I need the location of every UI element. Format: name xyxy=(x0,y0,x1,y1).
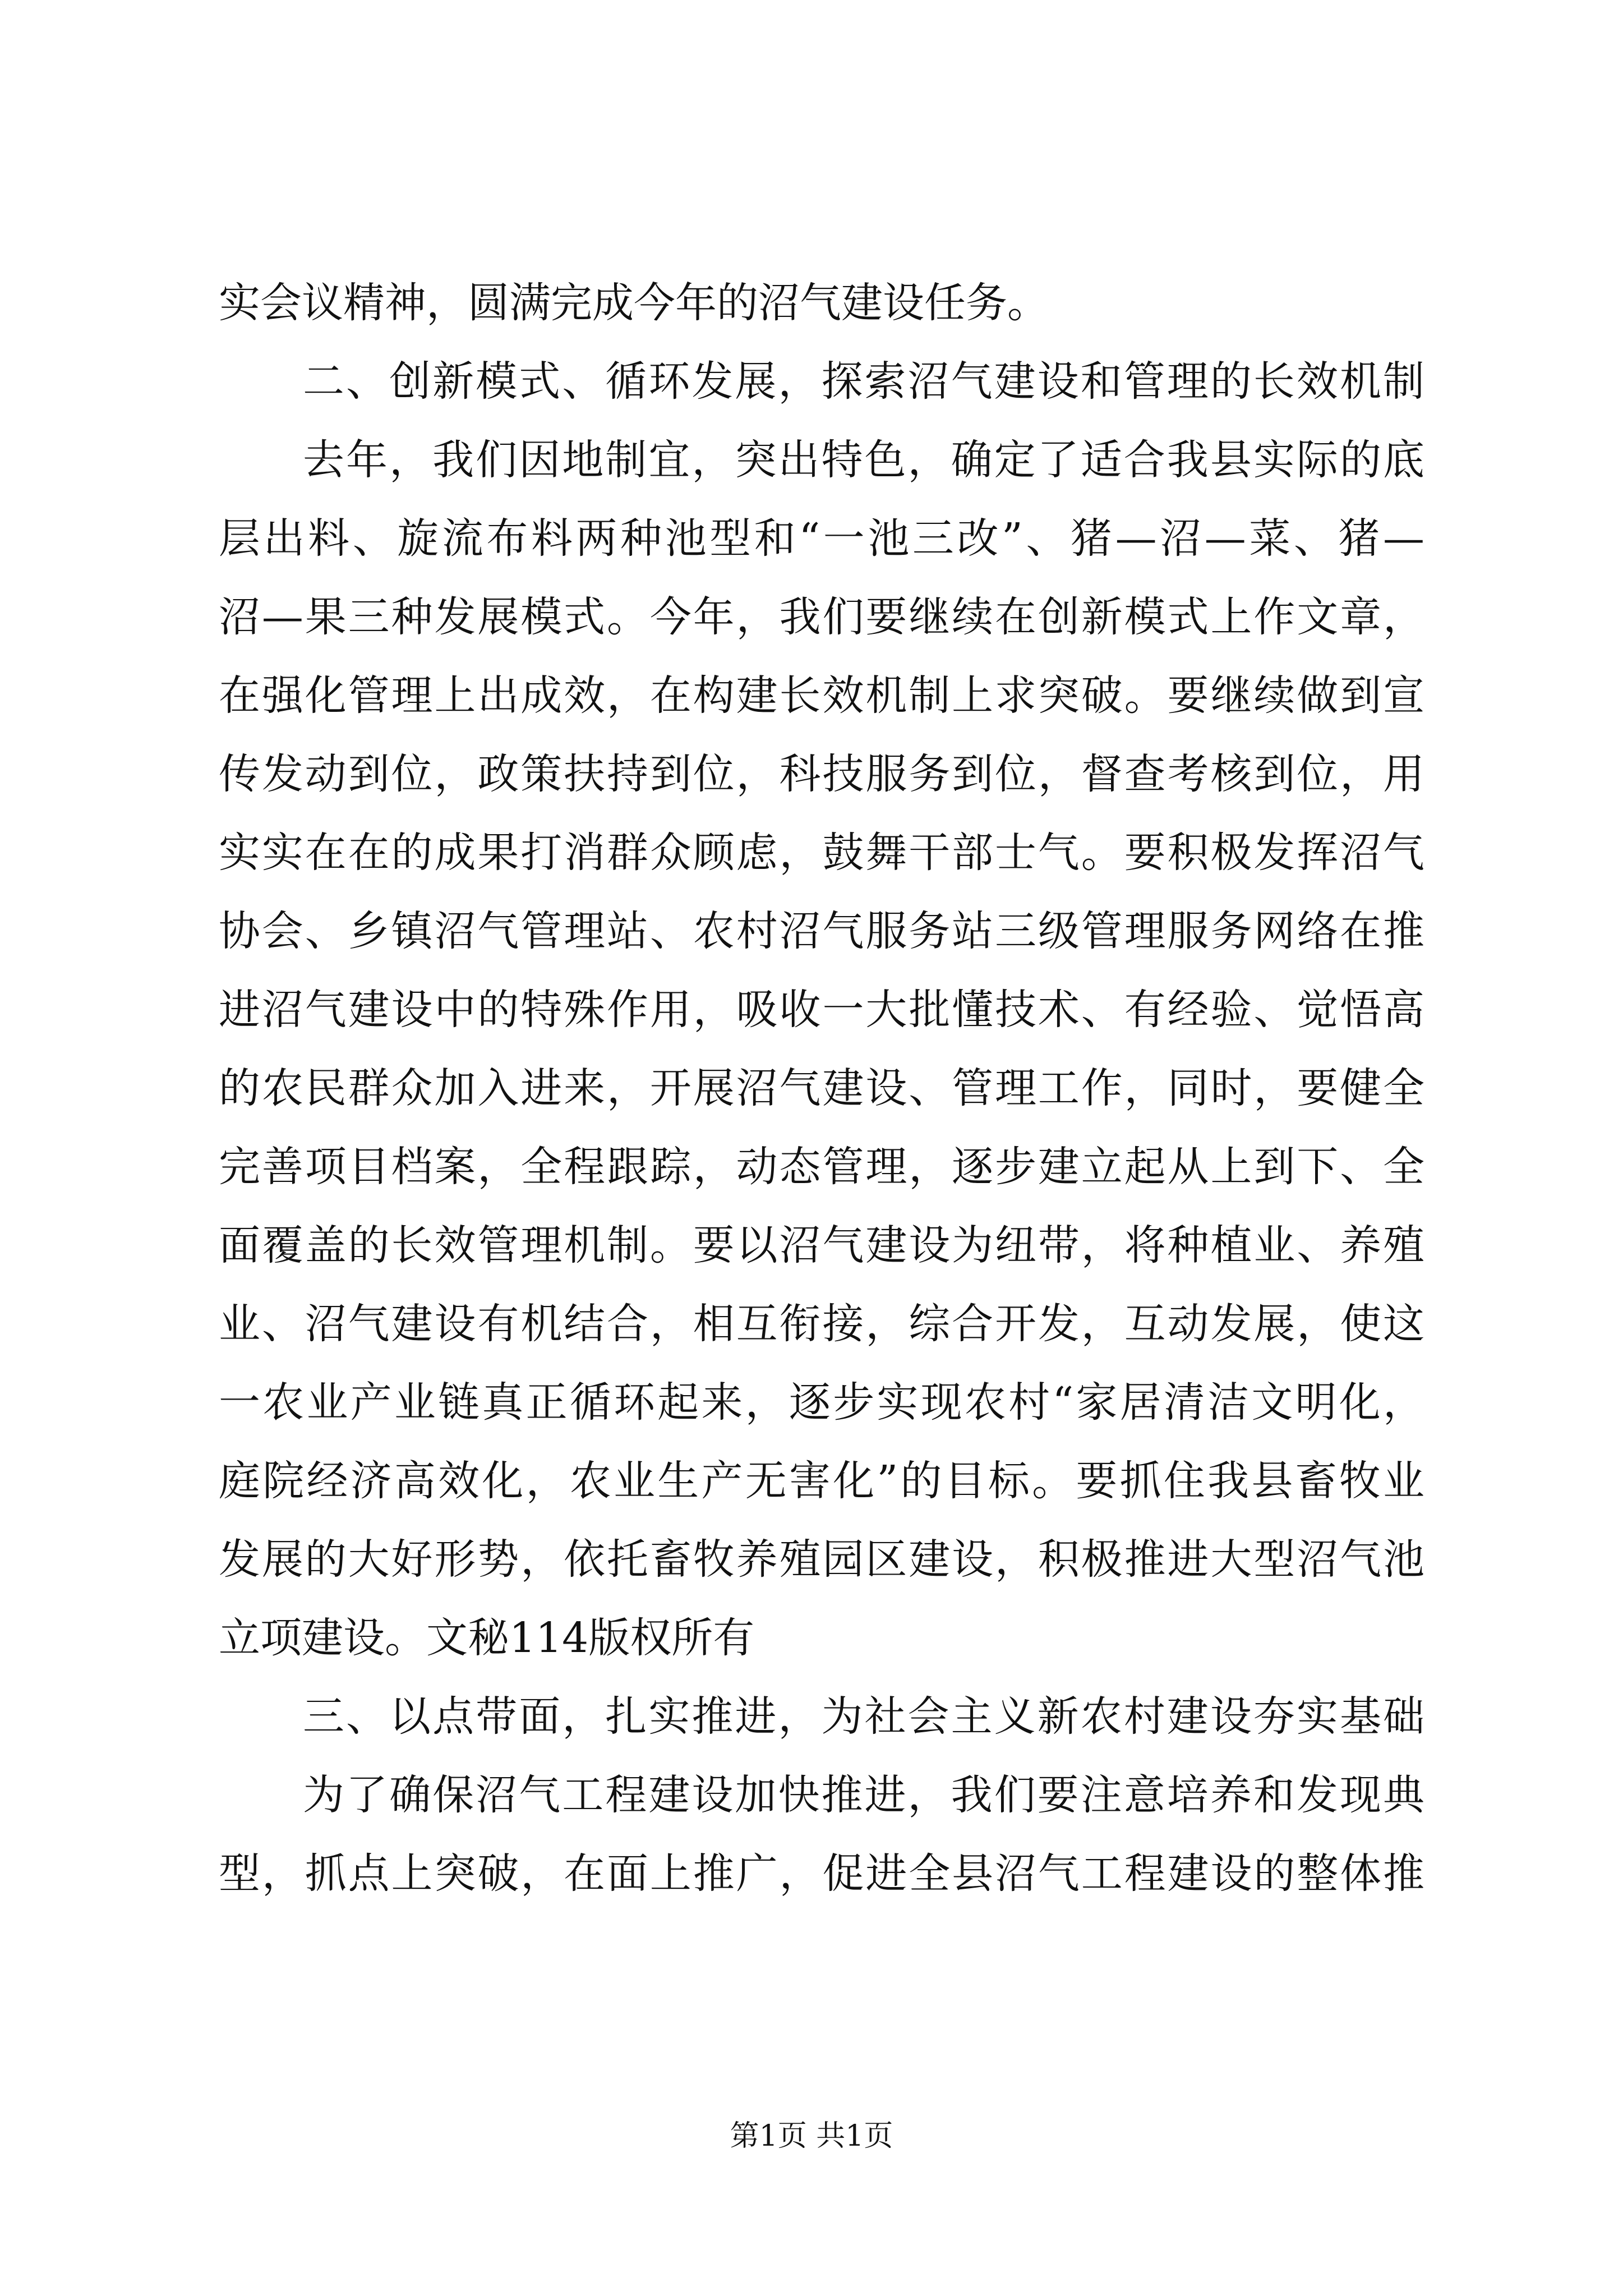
text-line-11: 的农民群众加入进来，开展沼气建设、管理工作，同时，要健全 xyxy=(219,1064,1424,1112)
text-line-20: 为了确保沼气工程建设加快推进，我们要注意培养和发现典 xyxy=(303,1771,1424,1819)
text-line-17: 发展的大好形势，依托畜牧养殖园区建设，积极推进大型沼气池 xyxy=(219,1535,1424,1584)
text-line-12: 完善项目档案，全程跟踪，动态管理，逐步建立起从上到下、全 xyxy=(219,1143,1424,1191)
text-line-16: 庭院经济高效化，农业生产无害化”的目标。要抓住我县畜牧业 xyxy=(219,1457,1424,1505)
text-line-10: 进沼气建设中的特殊作用，吸收一大批懂技术、有经验、觉悟高 xyxy=(219,986,1424,1034)
text-line-6: 在强化管理上出成效，在构建长效机制上求突破。要继续做到宣 xyxy=(219,671,1424,720)
text-line-4: 层出料、旋流布料两种池型和“一池三改”、猪—沼—菜、猪— xyxy=(219,514,1424,563)
page-number-footer: 第1页 共1页 xyxy=(730,2119,893,2153)
text-line-5: 沼—果三种发展模式。今年，我们要继续在创新模式上作文章， xyxy=(219,593,1424,641)
text-line-21: 型，抓点上突破，在面上推广，促进全县沼气工程建设的整体推 xyxy=(219,1849,1424,1898)
text-line-9: 协会、乡镇沼气管理站、农村沼气服务站三级管理服务网络在推 xyxy=(219,907,1424,955)
text-line-15: 一农业产业链真正循环起来，逐步实现农村“家居清洁文明化， xyxy=(219,1378,1424,1427)
text-line-14: 业、沼气建设有机结合，相互衔接，综合开发，互动发展，使这 xyxy=(219,1300,1424,1348)
text-line-3: 去年，我们因地制宜，突出特色，确定了适合我县实际的底 xyxy=(303,436,1424,484)
section-heading-3: 三、以点带面，扎实推进，为社会主义新农村建设夯实基础 xyxy=(303,1692,1424,1741)
text-line-7: 传发动到位，政策扶持到位，科技服务到位，督查考核到位，用 xyxy=(219,750,1424,798)
text-line-8: 实实在在的成果打消群众顾虑，鼓舞干部士气。要积极发挥沼气 xyxy=(219,829,1424,877)
text-line-13: 面覆盖的长效管理机制。要以沼气建设为纽带，将种植业、养殖 xyxy=(219,1221,1424,1269)
section-heading-2: 二、创新模式、循环发展，探索沼气建设和管理的长效机制 xyxy=(303,357,1424,406)
text-line-1: 实会议精神，圆满完成今年的沼气建设任务。 xyxy=(219,279,1049,327)
text-line-18: 立项建设。文秘114版权所有 xyxy=(219,1614,755,1662)
